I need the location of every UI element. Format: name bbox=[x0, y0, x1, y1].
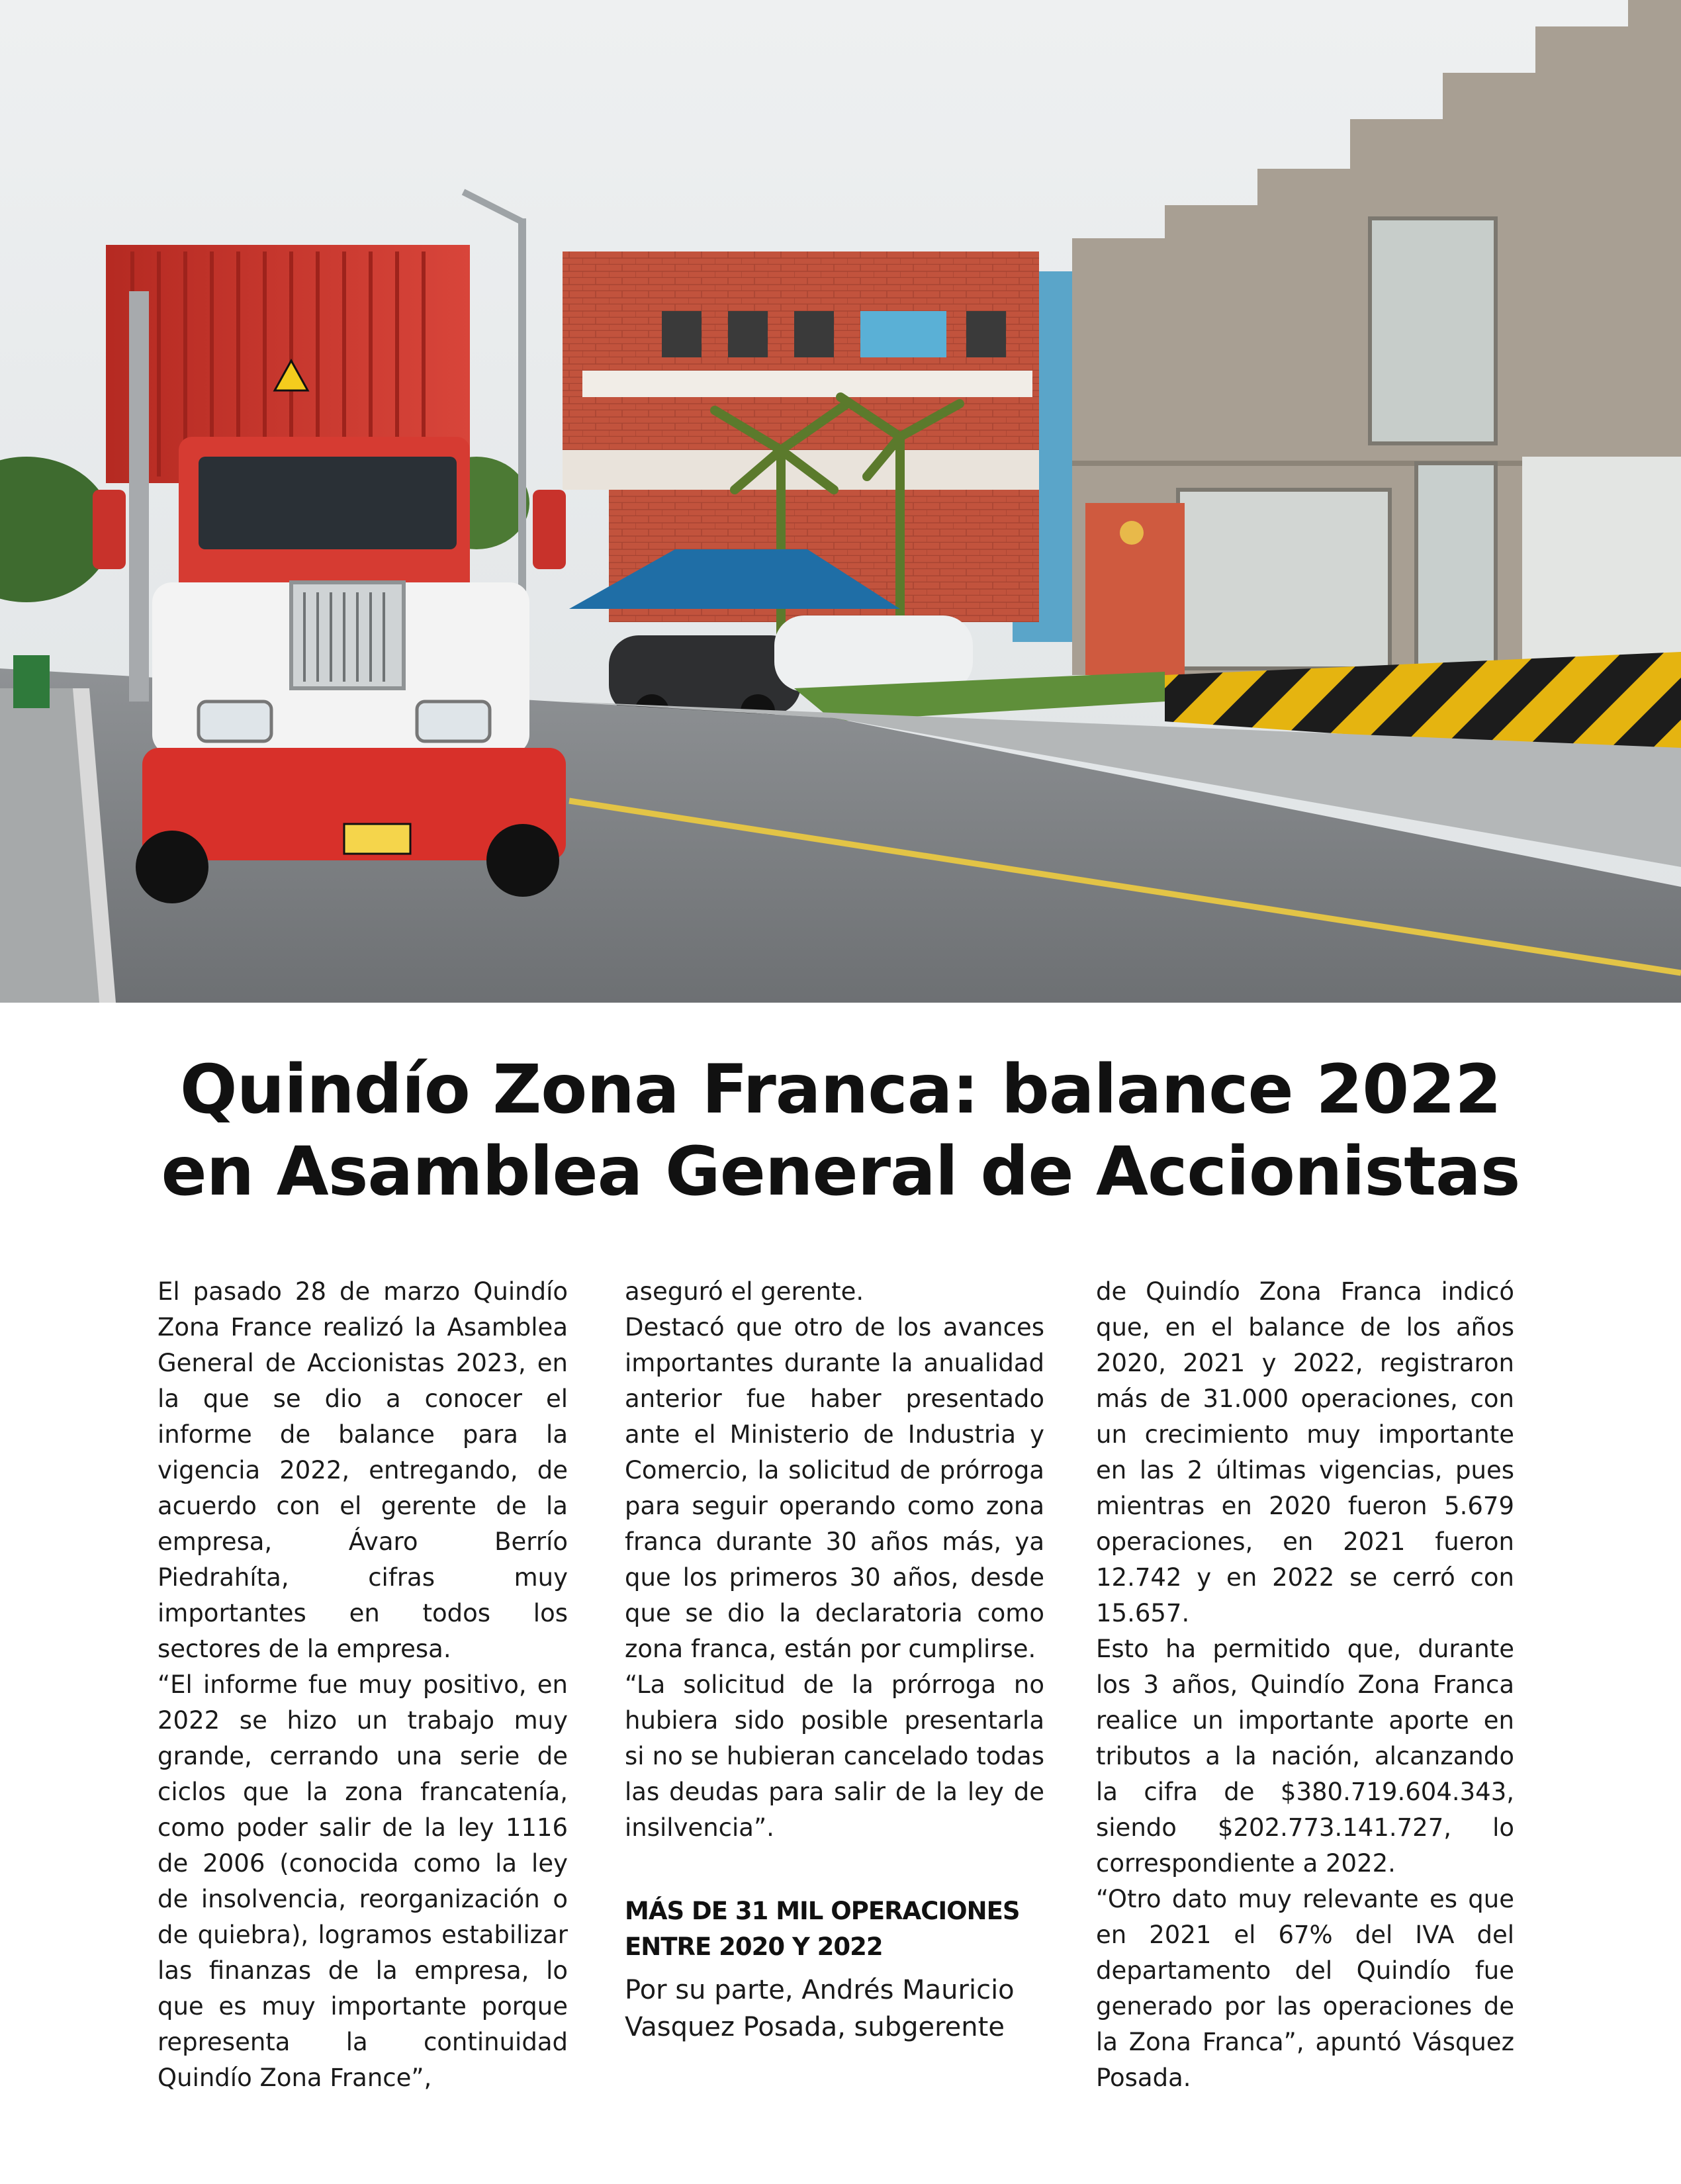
headline-line-1: Quindío Zona Franca: balance 2022 bbox=[179, 1050, 1502, 1129]
paragraph: aseguró el gerente. bbox=[625, 1277, 864, 1306]
article-column-1 bbox=[158, 1274, 568, 2096]
paragraph: de Quindío Zona Franca indicó que, en el balance de los años 2020, 2021 y 2022, registraron más de 31.000 operaciones, con un crecimiento muy importante en las 2 últimas vigencias, pues mientras en 2020 fueron 5.679 operaciones, en 2021 fueron 12.742 y en 2022 se cerró con 15.657. bbox=[1096, 1277, 1514, 1627]
paragraph: Esto ha permitido que, durante los 3 años, Quindío Zona Franca realice un importante aporte en tributos a la nación, alcanzando la cifra de $380.719.604.343, siendo $202.773.141.727, lo correspondiente a 2022. bbox=[1096, 1635, 1514, 1878]
paragraph-quote: “Otro dato muy relevante es que en 2021 el 67% del IVA del departamento del Quindío fue generado por las operaciones de la Zona Franca”, apuntó Vásquez Posada. bbox=[1096, 1885, 1514, 2092]
paragraph-quote: “El informe fue muy positivo, en 2022 se hizo un trabajo muy grande, cerrando una serie de ciclos que la zona francatenía, como poder salir de la ley 1116 de 2006 (conocida como la ley de insolvencia, reorganización o de quiebra), logramos estabilizar las finanzas de la empresa, lo que es muy importante porque representa la continuidad Quindío Zona France”, bbox=[158, 1670, 568, 2092]
article-headline bbox=[106, 1049, 1575, 1213]
section-subheading: MÁS DE 31 MIL OPERACIONES ENTRE 2020 Y 2022 bbox=[625, 1897, 1020, 1961]
header-photo bbox=[0, 0, 1681, 1003]
headline-line-2: en Asamblea General de Accionistas bbox=[161, 1132, 1520, 1211]
article-column-3 bbox=[1096, 1274, 1514, 2096]
paragraph: Por su parte, Andrés Mauricio Vasquez Posada, subgerente bbox=[625, 1975, 1015, 2042]
article-column-2 bbox=[625, 1274, 1044, 2046]
paragraph: Destacó que otro de los avances importantes durante la anualidad anterior fue haber presentado ante el Ministerio de Industria y Comercio, la solicitud de prórroga para seguir operando como zona franca durante 30 años más, ya que los primeros 30 años, desde que se dio la declaratoria como zona franca, están por cumplirse. bbox=[625, 1313, 1044, 1663]
paragraph-quote: “La solicitud de la prórroga no hubiera sido posible presentarla si no se hubieran cancelado todas las deudas para salir de la ley de insilvencia”. bbox=[625, 1670, 1044, 1842]
truck-and-buildings-photo bbox=[0, 0, 1681, 1003]
paragraph: El pasado 28 de marzo Quindío Zona France realizó la Asamblea General de Accionistas 2023, en la que se dio a conocer el informe de balance para la vigencia 2022, entregando, de acuerdo con el gerente de la empresa, Ávaro Berrío Piedrahíta, cifras muy importantes en todos los sectores de la empresa. bbox=[158, 1277, 568, 1663]
